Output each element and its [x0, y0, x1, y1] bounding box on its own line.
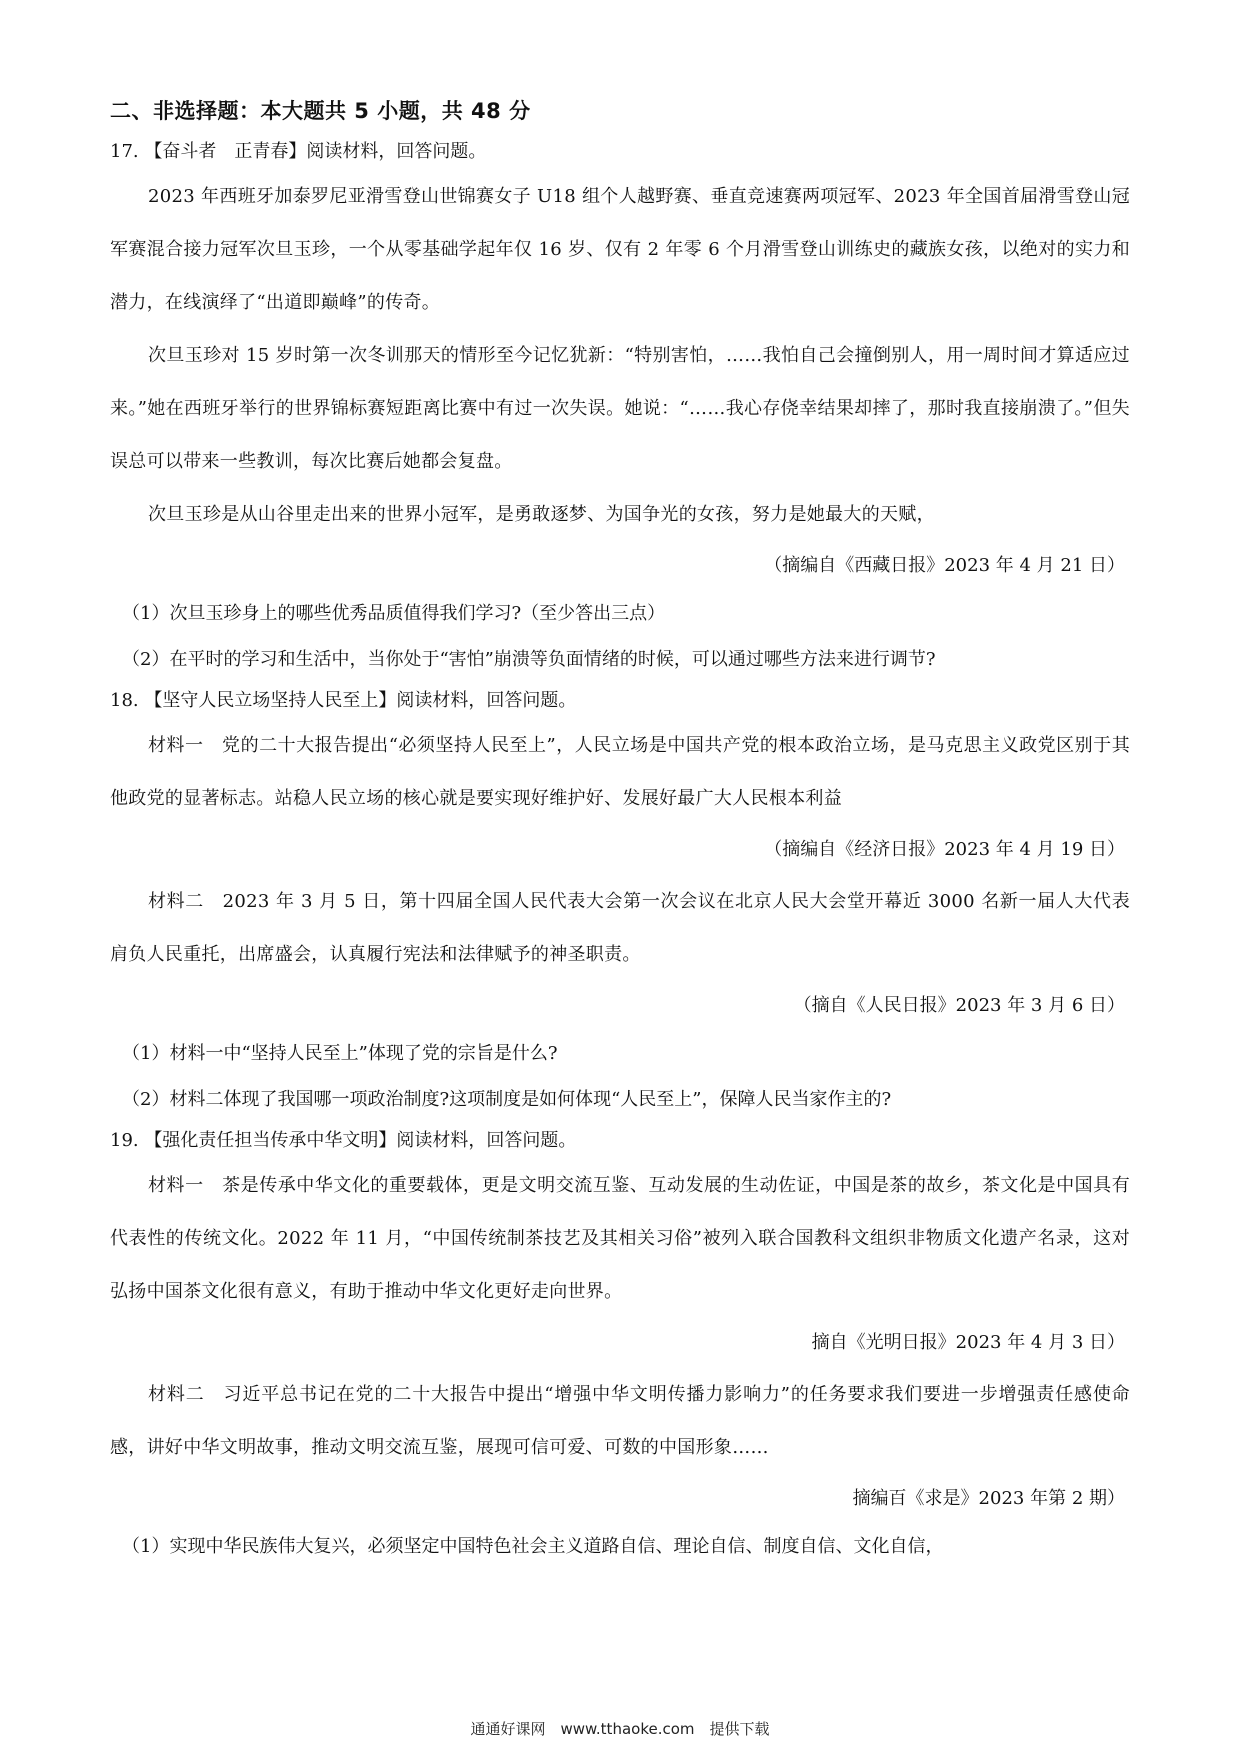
page-content — [110, 94, 1130, 1570]
source-citation: （摘自《人民日报》2023 年 3 月 6 日） — [793, 995, 1125, 1016]
material-paragraph: 次旦玉珍是从山谷里走出来的世界小冠军，是勇敢逐梦、为国争光的女孩，努力是她最大的天赋， — [148, 504, 935, 525]
material-paragraph: 材料一 茶是传承中华文化的重要载体，更是文明交流互鉴、互动发展的生动佐证，中国是茶的故乡，茶文化是中国具有代表性的传统文化。2022 年 11 月，“中国传统制茶技艺及其相关习俗”被列入联合国教科文组织非物质文化遗产名录，这对弘扬中国茶文化很有意义，有助于推动中华文化更好走向世界。 — [110, 1175, 1130, 1302]
material-paragraph: 材料二 2023 年 3 月 5 日，第十四届全国人民代表大会第一次会议在北京人民大会堂开幕近 3000 名新一届人大代表肩负人民重托，出席盛会，认真履行宪法和法律赋予的神圣职责。 — [110, 891, 1130, 965]
question-17 — [110, 134, 1130, 683]
source-citation: 摘自《光明日报》2023 年 4 月 3 日） — [811, 1332, 1125, 1353]
question-19 — [110, 1123, 1130, 1570]
material-paragraph: 次旦玉珍对 15 岁时第一次冬训那天的情形至今记忆犹新：“特别害怕，……我怕自己会撞倒别人，用一周时间才算适应过来。”她在西班牙举行的世界锦标赛短距离比赛中有过一次失误。她说：“……我心存侥幸结果却摔了，那时我直接崩溃了。”但失误总可以带来一些教训，每次比赛后她都会复盘。 — [110, 345, 1130, 472]
question-18 — [110, 683, 1130, 1123]
material-paragraph: 2023 年西班牙加泰罗尼亚滑雪登山世锦赛女子 U18 组个人越野赛、垂直竞速赛两项冠军、2023 年全国首届滑雪登山冠军赛混合接力冠军次旦玉珍，一个从零基础学起年仅 16 岁、仅有 2 年零 6 个月滑雪登山训练史的藏族女孩，以绝对的实力和潜力，在线演绎了“出道即巅峰”的传奇。 — [110, 186, 1130, 313]
subquestion: （1）次旦玉珍身上的哪些优秀品质值得我们学习?（至少答出三点） — [122, 603, 666, 624]
subquestion: （1）材料一中“坚持人民至上”体现了党的宗旨是什么? — [122, 1043, 558, 1064]
page-footer: 通通好课网 www.tthaoke.com 提供下载 — [470, 1720, 770, 1738]
material-paragraph: 材料一 党的二十大报告提出“必须坚持人民至上”，人民立场是中国共产党的根本政治立场，是马克思主义政党区别于其他政党的显著标志。站稳人民立场的核心就是要实现好维护好、发展好最广大人民根本利益 — [110, 735, 1130, 809]
source-citation: 摘编百《求是》2023 年第 2 期） — [852, 1488, 1125, 1509]
question-title: 18. 【坚守人民立场坚持人民至上】阅读材料，回答问题。 — [110, 690, 577, 711]
source-citation: （摘编自《经济日报》2023 年 4 月 19 日） — [764, 839, 1125, 860]
subquestion: （2）在平时的学习和生活中，当你处于“害怕”崩溃等负面情绪的时候，可以通过哪些方法来进行调节? — [122, 649, 936, 670]
subquestion: （1）实现中华民族伟大复兴，必须坚定中国特色社会主义道路自信、理论自信、制度自信、文化自信， — [122, 1536, 944, 1557]
subquestion: （2）材料二体现了我国哪一项政治制度?这项制度是如何体现“人民至上”，保障人民当家作主的? — [122, 1089, 892, 1110]
question-title: 19. 【强化责任担当传承中华文明】阅读材料，回答问题。 — [110, 1130, 577, 1151]
section-title: 二、非选择题：本大题共 5 小题，共 48 分 — [110, 99, 531, 123]
material-paragraph: 材料二 习近平总书记在党的二十大报告中提出“增强中华文明传播力影响力”的任务要求我们要进一步增强责任感使命感，讲好中华文明故事，推动文明交流互鉴，展现可信可爱、可数的中国形象…… — [110, 1384, 1130, 1458]
question-title: 17. 【奋斗者 正青春】阅读材料，回答问题。 — [110, 141, 487, 162]
source-citation: （摘编自《西藏日报》2023 年 4 月 21 日） — [764, 555, 1125, 576]
